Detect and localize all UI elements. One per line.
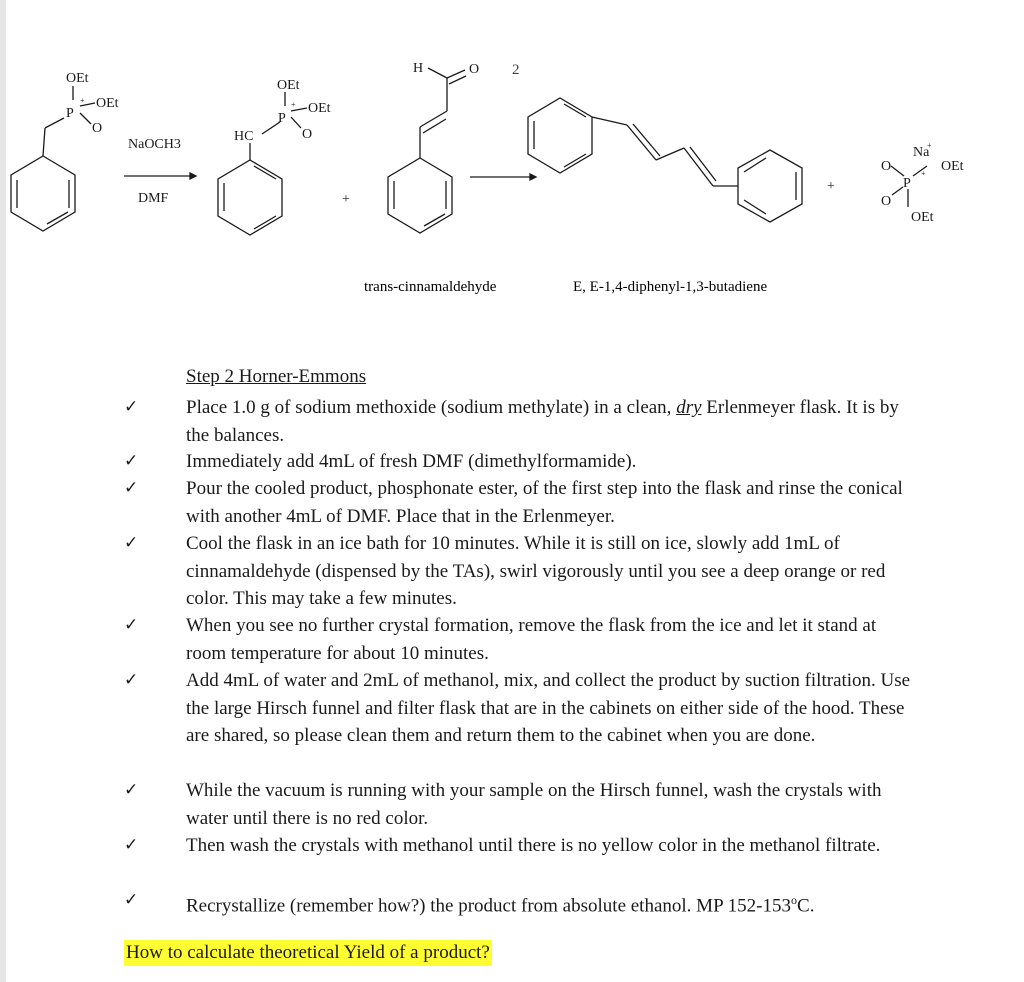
byproduct-labels <box>881 141 964 225</box>
ylide-oet-side: OEt <box>308 101 331 116</box>
byproduct-na-charge: + <box>927 141 932 150</box>
byproduct-oet-bottom: OEt <box>911 210 934 225</box>
step-text: Cool the flask in an ice bath for 10 minutes. While it is still on ice, slowly add 1mL of cinnamaldehyde (dispensed by the TAs), swirl vigorously until you see a deep orange or red color. This may take a few minutes. <box>186 533 886 609</box>
procedure-title: Step 2 Horner-Emmons <box>186 366 367 387</box>
check-icon: ✓ <box>124 451 139 471</box>
step-text: Then wash the crystals with methanol until there is no yellow color in the methanol filtrate. <box>186 835 881 856</box>
step-text: Place 1.0 g of sodium methoxide (sodium methylate) in a clean, dry Erlenmeyer flask. It is by the balances. <box>186 397 899 446</box>
dry-emphasis: dry <box>676 397 702 418</box>
benzene-ring-1 <box>11 156 75 231</box>
reactant-oet-side: OEt <box>96 96 119 111</box>
benzene-ring-5 <box>738 150 802 222</box>
aldehyde-labels <box>413 61 479 77</box>
byproduct-oet-side: OEt <box>941 159 964 174</box>
step-text: While the vacuum is running with your sample on the Hirsch funnel, wash the crystals with water until there is no red color. <box>186 780 882 829</box>
plus-sign-2: + <box>827 179 835 194</box>
ylide-oet-top: OEt <box>277 78 300 93</box>
check-icon: ✓ <box>124 397 139 417</box>
ylide-p-atom: P <box>278 111 286 126</box>
aldehyde-o-atom: O <box>469 62 480 77</box>
step-text: Immediately add 4mL of fresh DMF (dimethylformamide). <box>186 451 637 472</box>
byproduct-na: Na <box>913 145 930 160</box>
ylide-o-atom: O <box>302 127 313 142</box>
check-icon: ✓ <box>124 780 139 800</box>
byproduct-plus-charge: + <box>921 169 926 178</box>
benzene-ring-2 <box>218 160 282 235</box>
reactant-plus-charge: + <box>80 96 85 105</box>
check-icon: ✓ <box>124 533 139 553</box>
step-text: Recrystallize (remember how?) the product from absolute ethanol. MP 152-153$^o$C. <box>186 893 815 917</box>
reaction-scheme-drawing <box>0 0 1024 310</box>
reaction-scheme <box>0 0 1024 310</box>
caption-diphenylbutadiene: E, E-1,4-diphenyl-1,3-butadiene <box>573 279 768 295</box>
degree-superscript: o <box>791 893 798 907</box>
highlighted-question: How to calculate theoretical Yield of a product? <box>124 940 492 966</box>
reactant-phosphonate-structure <box>11 86 95 231</box>
benzene-ring-3 <box>388 158 452 233</box>
ylide-plus-charge: + <box>291 100 296 109</box>
ylide-structure <box>218 92 307 235</box>
check-icon: ✓ <box>124 835 139 855</box>
cinnamaldehyde-structure <box>388 68 466 233</box>
reactant-oet-top: OEt <box>66 71 89 86</box>
reagent-top: NaOCH3 <box>128 137 181 152</box>
step-text: When you see no further crystal formation, remove the flask from the ice and let it stand at room temperature for about 10 minutes. <box>186 615 877 664</box>
ylide-hc-label: HC <box>234 129 254 144</box>
ylide-labels <box>234 78 331 144</box>
step-text: Pour the cooled product, phosphonate ester, of the first step into the flask and rinse the conical with another 4mL of DMF. Place that in the Erlenmeyer. <box>186 478 903 527</box>
reactant-o-atom: O <box>92 121 103 136</box>
benzene-ring-4 <box>528 98 592 173</box>
reagent-bottom: DMF <box>138 191 169 206</box>
check-icon: ✓ <box>124 890 139 910</box>
diphenylbutadiene-structure <box>528 98 802 222</box>
caption-cinnamaldehyde: trans-cinnamaldehyde <box>364 279 497 295</box>
byproduct-o-top: O <box>881 159 892 174</box>
check-icon: ✓ <box>124 670 139 690</box>
equivalents-label: 2 <box>512 62 520 78</box>
step-text: Add 4mL of water and 2mL of methanol, mix, and collect the product by suction filtration. Use the large Hirsch funnel and filter flask that are in the cabinets on either side of the hood. These are shared, so please clean them and return them to the cabinet when you are done. <box>186 670 911 746</box>
check-icon: ✓ <box>124 615 139 635</box>
byproduct-p-atom: P <box>903 176 911 191</box>
plus-sign-1: + <box>342 192 350 207</box>
reactant-p-atom: P <box>66 106 74 121</box>
aldehyde-h-atom: H <box>413 61 424 76</box>
check-icon: ✓ <box>124 478 139 498</box>
byproduct-o-bottom: O <box>881 194 892 209</box>
